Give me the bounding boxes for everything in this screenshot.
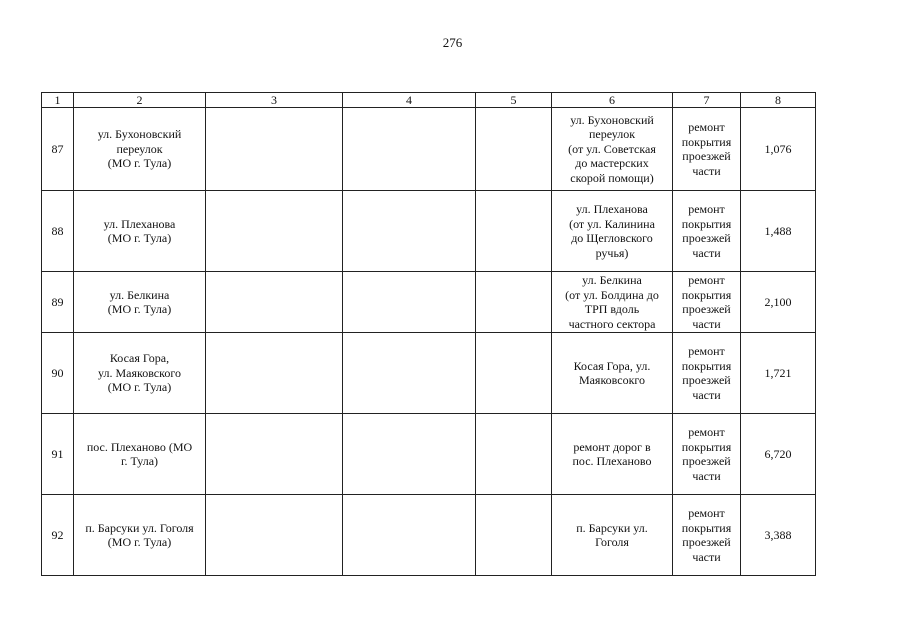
row-number-cell (42, 495, 74, 576)
column-4-cell (343, 495, 476, 576)
column-3-cell (206, 108, 343, 191)
object-name-text: пос. Плеханово (МО г. Тула) (86, 439, 193, 468)
column-5-cell (476, 414, 552, 495)
road-section-text: п. Барсуки ул. Гоголя (576, 520, 648, 549)
work-type-text: ремонт покрытия проезжей части (681, 344, 732, 402)
row-number-cell (42, 414, 74, 495)
object-name-cell (74, 272, 206, 333)
object-name-cell (74, 191, 206, 272)
work-type-cell (673, 272, 741, 333)
column-header: 1 (42, 93, 74, 108)
column-5-cell (476, 191, 552, 272)
table-row (42, 414, 816, 495)
row-number-cell (42, 333, 74, 414)
row-number-cell (42, 108, 74, 191)
table-body (42, 108, 816, 576)
column-3-cell (206, 272, 343, 333)
column-4-cell (343, 108, 476, 191)
road-section-cell (552, 191, 673, 272)
value-cell (741, 333, 816, 414)
value-cell (741, 191, 816, 272)
road-section-text: Косая Гора, ул. Маяковсокго (573, 358, 651, 387)
object-name-text: Косая Гора, ул. Маяковского (МО г. Тула) (98, 351, 181, 395)
column-4-cell (343, 272, 476, 333)
road-repair-table (41, 92, 816, 576)
row-number-text: 88 (51, 223, 64, 238)
column-header: 8 (741, 93, 816, 108)
value-text: 6,720 (764, 446, 792, 461)
column-4-cell (343, 191, 476, 272)
column-header: 7 (673, 93, 741, 108)
table-header-row (42, 93, 816, 108)
row-number-cell (42, 272, 74, 333)
column-4-cell (343, 414, 476, 495)
value-cell (741, 495, 816, 576)
row-number-text: 91 (51, 446, 64, 461)
work-type-text: ремонт покрытия проезжей части (681, 202, 732, 260)
object-name-text: ул. Белкина (МО г. Тула) (107, 287, 172, 316)
value-text: 1,076 (764, 141, 792, 156)
column-5-cell (476, 495, 552, 576)
road-section-cell (552, 414, 673, 495)
work-type-cell (673, 414, 741, 495)
object-name-text: п. Барсуки ул. Гоголя (МО г. Тула) (85, 520, 194, 549)
column-3-cell (206, 414, 343, 495)
value-cell (741, 414, 816, 495)
work-type-cell (673, 333, 741, 414)
work-type-text: ремонт покрытия проезжей части (681, 425, 732, 483)
row-number-text: 92 (51, 527, 64, 542)
road-section-text: ремонт дорог в пос. Плеханово (572, 439, 652, 468)
column-header: 6 (552, 93, 673, 108)
work-type-cell (673, 191, 741, 272)
object-name-cell (74, 108, 206, 191)
value-cell (741, 272, 816, 333)
object-name-text: ул. Плеханова (МО г. Тула) (103, 216, 176, 245)
work-type-cell (673, 495, 741, 576)
table-row (42, 108, 816, 191)
table-row (42, 333, 816, 414)
column-3-cell (206, 495, 343, 576)
object-name-cell (74, 414, 206, 495)
object-name-text: ул. Бухоновский переулок (МО г. Тула) (97, 127, 182, 171)
column-header: 3 (206, 93, 343, 108)
object-name-cell (74, 495, 206, 576)
work-type-cell (673, 108, 741, 191)
column-header: 5 (476, 93, 552, 108)
row-number-cell (42, 191, 74, 272)
road-section-cell (552, 495, 673, 576)
work-type-text: ремонт покрытия проезжей части (681, 506, 732, 564)
column-3-cell (206, 191, 343, 272)
table-row (42, 495, 816, 576)
value-text: 1,488 (764, 223, 792, 238)
road-section-cell (552, 108, 673, 191)
road-section-cell (552, 333, 673, 414)
row-number-text: 89 (51, 294, 64, 309)
column-header: 4 (343, 93, 476, 108)
row-number-text: 87 (51, 141, 64, 156)
road-section-cell (552, 272, 673, 333)
row-number-text: 90 (51, 365, 64, 380)
table-row (42, 272, 816, 333)
column-5-cell (476, 108, 552, 191)
table-row (42, 191, 816, 272)
value-text: 2,100 (764, 294, 792, 309)
column-4-cell (343, 333, 476, 414)
column-3-cell (206, 333, 343, 414)
road-section-text: ул. Плеханова (от ул. Калинина до Щегловского ручья) (569, 202, 655, 260)
work-type-text: ремонт покрытия проезжей части (681, 273, 732, 331)
road-section-text: ул. Белкина (от ул. Болдина до ТРП вдоль частного сектора (565, 273, 659, 331)
column-5-cell (476, 272, 552, 333)
column-5-cell (476, 333, 552, 414)
value-cell (741, 108, 816, 191)
object-name-cell (74, 333, 206, 414)
work-type-text: ремонт покрытия проезжей части (681, 120, 732, 178)
page-number: 276 (442, 35, 463, 50)
value-text: 1,721 (764, 365, 792, 380)
column-header: 2 (74, 93, 206, 108)
value-text: 3,388 (764, 527, 792, 542)
road-section-text: ул. Бухоновский переулок (от ул. Советская до мастерских скорой помощи) (568, 112, 656, 185)
